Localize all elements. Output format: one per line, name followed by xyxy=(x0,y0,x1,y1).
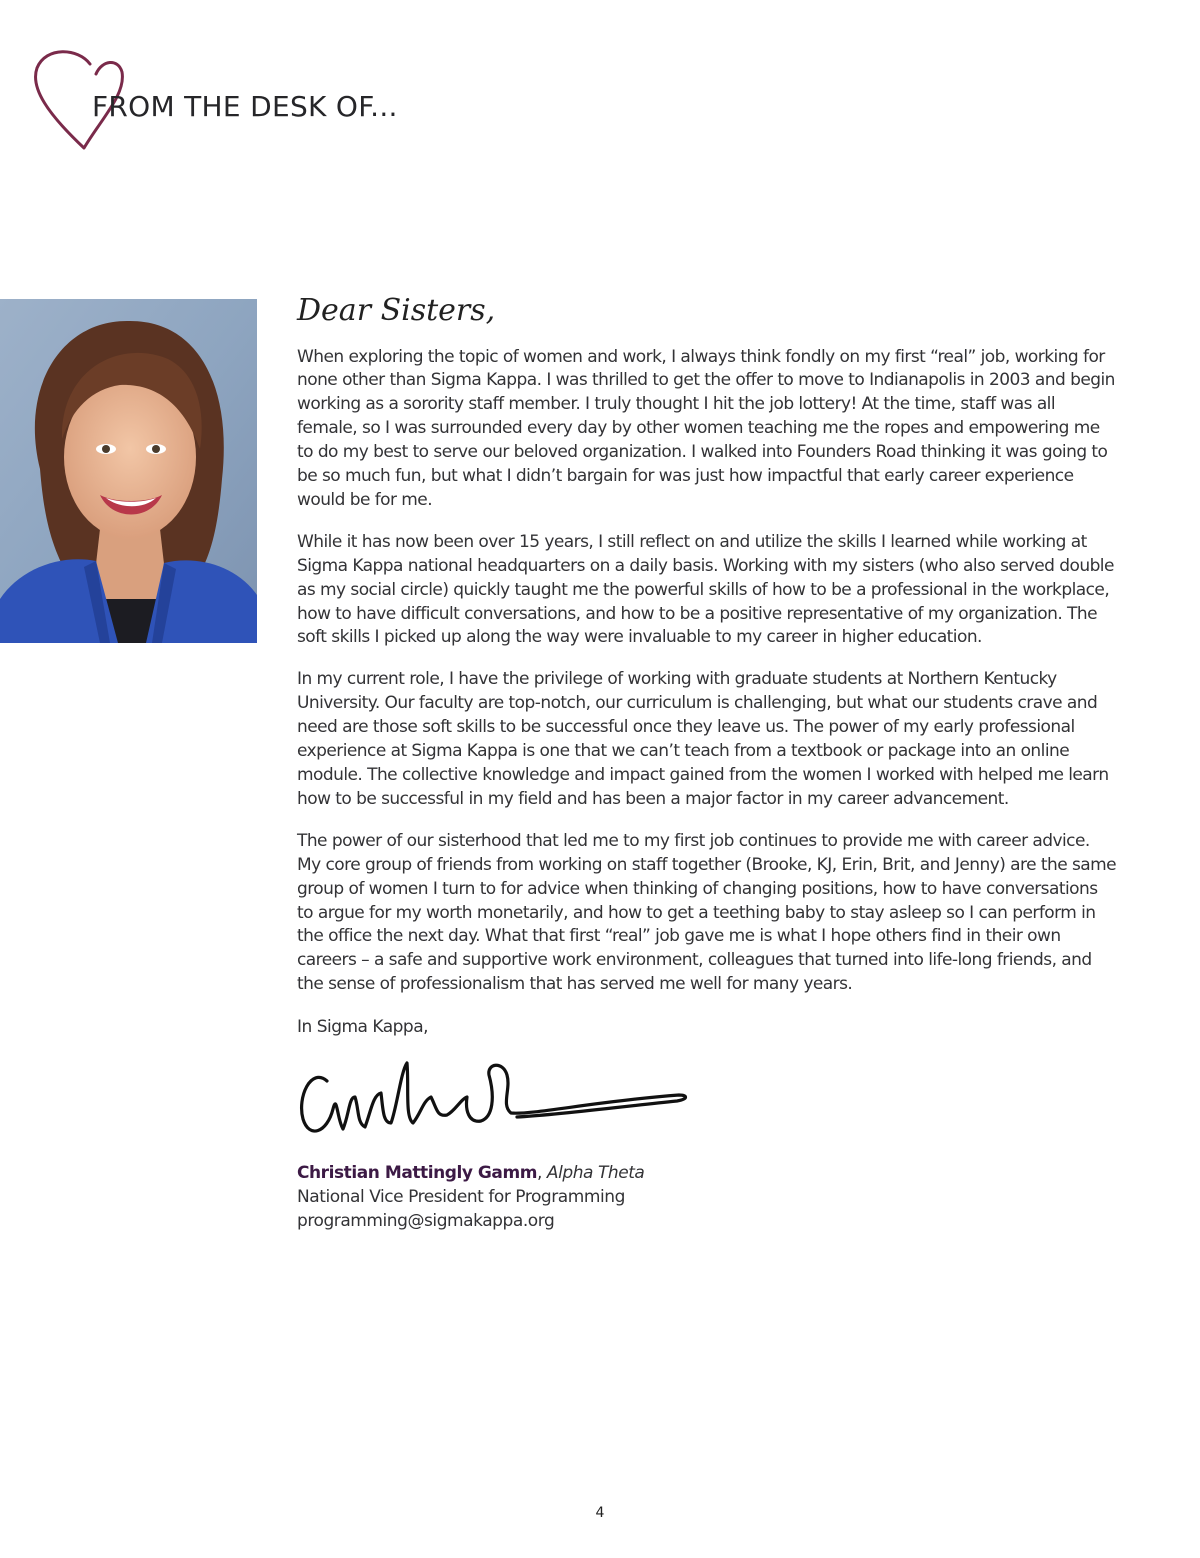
letter-paragraph: When exploring the topic of women and work, I always think fondly on my first “real” job, working for none other than Sigma Kappa. I was thrilled to get the offer to move to Indianapolis in 2003 and begin working as a sorority staff member. I truly thought I hit the job lottery! At the time, staff was all female, so I was surrounded every day by other women teaching me the ropes and empowering me to do my best to serve our beloved organization. I walked into Founders Road thinking it was going to be so much fun, but what I didn’t bargain for was just how impactful that early career experience would be for me. xyxy=(297,346,1115,510)
letter-paragraph: In my current role, I have the privilege of working with graduate students at Northern Kentucky University. Our faculty are top-notch, our curriculum is challenging, but what our students crave and need are those soft skills to be successful once they leave us. The power of my early professional experience at Sigma Kappa is one that we can’t teach from a textbook or package into an online module. The collective knowledge and impact gained from the women I worked with helped me learn how to be successful in my field and has been a major factor in my career advancement. xyxy=(297,669,1109,809)
letter-body xyxy=(297,292,1117,1233)
signature-block xyxy=(297,1161,1117,1233)
name-separator: , xyxy=(536,1163,547,1184)
signer-email[interactable]: programming@sigmakappa.org xyxy=(297,1211,555,1232)
letter-closing: In Sigma Kappa, xyxy=(297,1017,429,1038)
page-number: 4 xyxy=(595,1505,605,1521)
portrait-photo xyxy=(0,299,257,643)
page-title: FROM THE DESK OF... xyxy=(92,90,398,123)
letter-paragraph: While it has now been over 15 years, I still reflect on and utilize the skills I learned while working at Sigma Kappa national headquarters on a daily basis. Working with my sisters (who also served double as my social circle) quickly taught me the powerful skills of how to be a professional in the workplace, how to have difficult conversations, and how to be a positive representative of my organization. The soft skills I picked up along the way were invaluable to my career in higher education. xyxy=(297,531,1114,648)
signer-chapter: Alpha Theta xyxy=(546,1163,645,1184)
signer-line xyxy=(297,1161,1117,1185)
signer-name: Christian Mattingly Gamm xyxy=(297,1163,537,1184)
signer-title: National Vice President for Programming xyxy=(297,1187,625,1208)
letter-greeting: Dear Sisters, xyxy=(297,293,496,328)
handwritten-signature xyxy=(297,1057,697,1145)
page-header xyxy=(30,46,450,156)
letter-paragraph: The power of our sisterhood that led me to my first job continues to provide me with career advice. My core group of friends from working on staff together (Brooke, KJ, Erin, Brit, and Jenny) are the same group of women I turn to for advice when thinking of changing positions, how to have conversations to argue for my worth monetarily, and how to get a teething baby to stay asleep so I can perform in the office the next day. What that first “real” job gave me is what I hope others find in their own careers – a safe and supportive work environment, colleagues that turned into life-long friends, and the sense of professionalism that has served me well for many years. xyxy=(297,830,1117,995)
